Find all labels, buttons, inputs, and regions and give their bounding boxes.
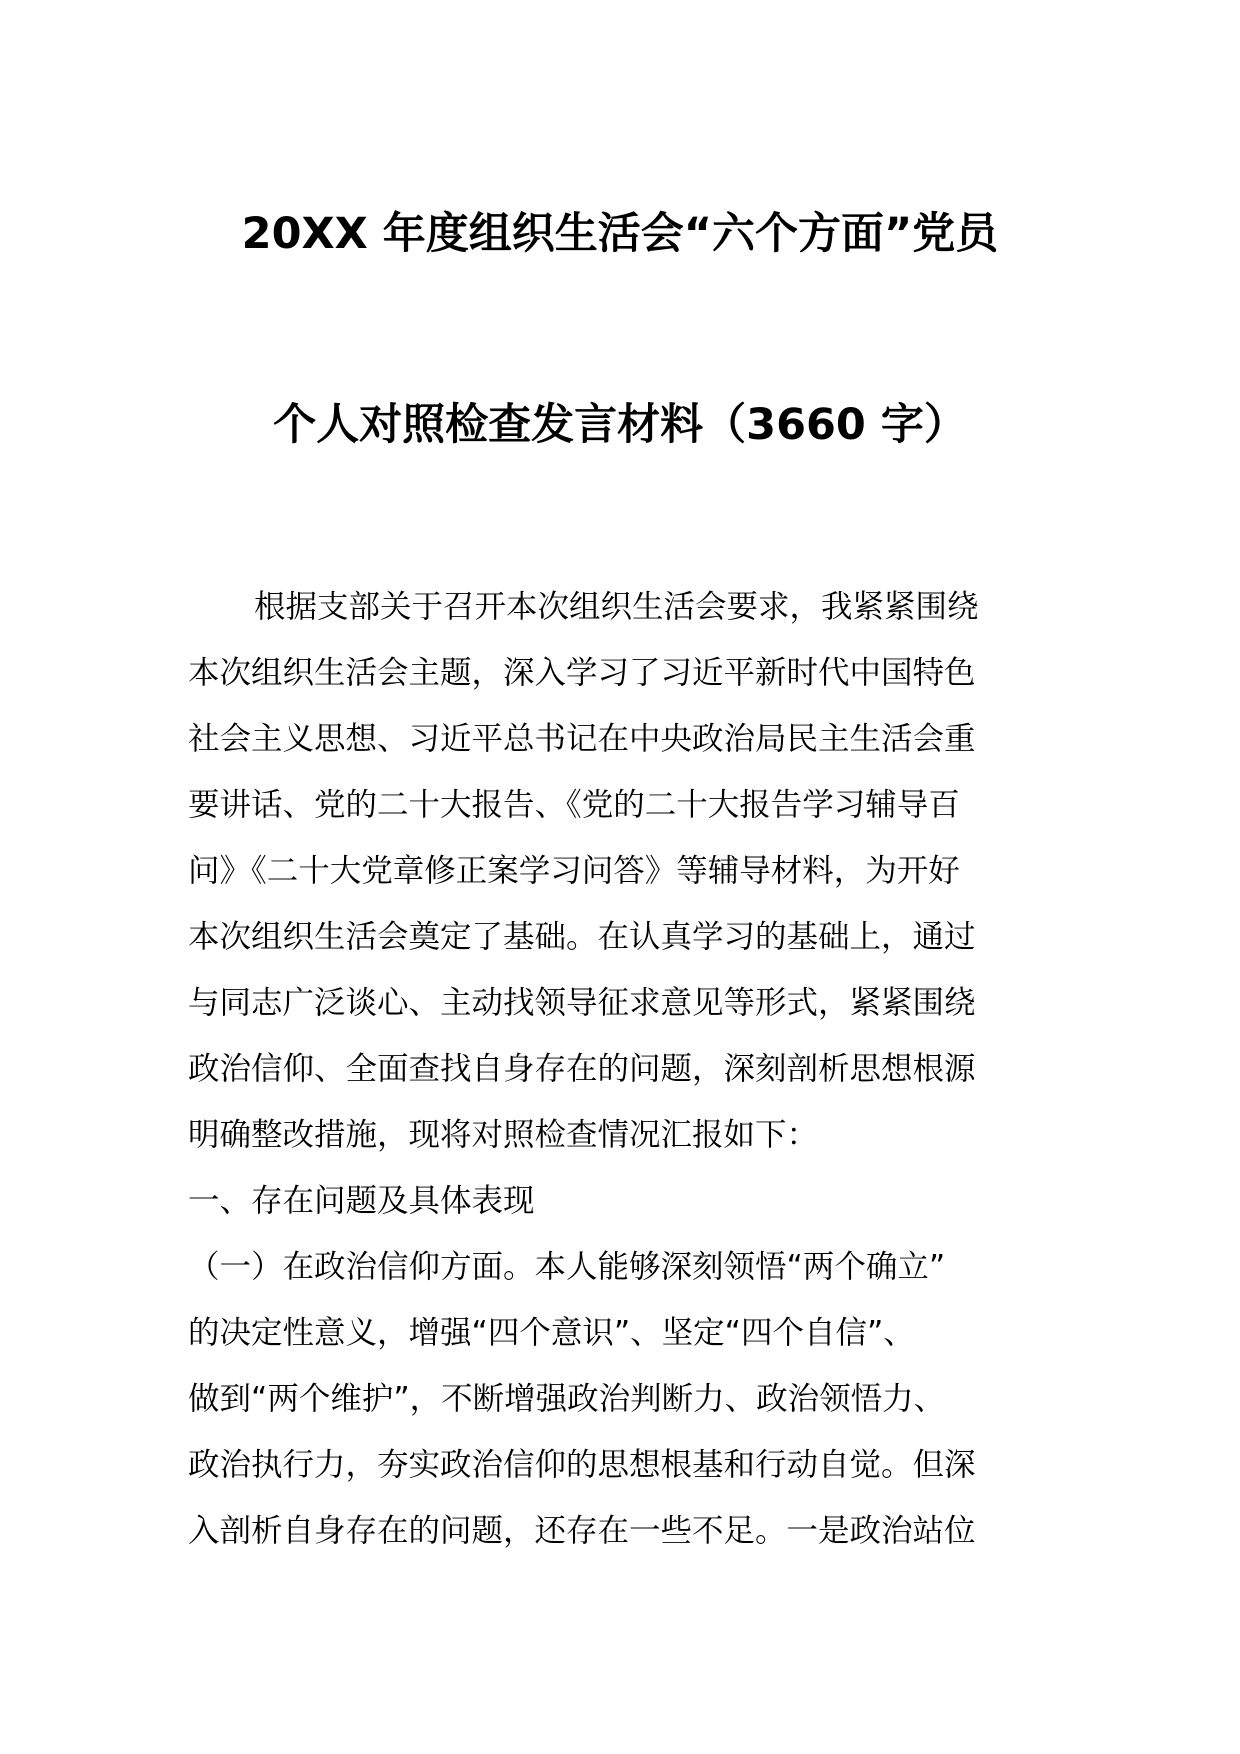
paragraph-line: 本次组织生活会主题，深入学习了习近平新时代中国特色 [188, 655, 976, 691]
title-line-2: 个人对照检查发言材料（3660 字） [273, 400, 967, 450]
paragraph-line: 的决定性意义，增强“四个意识”、坚定“四个自信”、 [188, 1315, 915, 1351]
paragraph-line: 政治信仰、全面查找自身存在的问题，深刻剖析思想根源 [188, 1051, 976, 1087]
paragraph-line: 问》《二十大党章修正案学习问答》等辅导材料，为开好 [188, 853, 960, 889]
paragraph-line: 根据支部关于召开本次组织生活会要求，我紧紧围绕 [254, 589, 979, 625]
paragraph-line: 本次组织生活会奠定了基础。在认真学习的基础上，通过 [188, 919, 976, 955]
body-text [188, 574, 1054, 1564]
paragraph-line: 明确整改措施，现将对照检查情况汇报如下： [188, 1117, 819, 1153]
paragraph-line: 要讲话、党的二十大报告、《党的二十大报告学习辅导百 [188, 787, 960, 823]
paragraph-line: 政治执行力，夯实政治信仰的思想根基和行动自觉。但深 [188, 1447, 976, 1483]
subsection-line: （一）在政治信仰方面。本人能够深刻领悟“两个确立” [188, 1249, 946, 1285]
paragraph-line: 与同志广泛谈心、主动找领导征求意见等形式，紧紧围绕 [188, 985, 976, 1021]
title-line-1: 20XX 年度组织生活会“六个方面”党员 [241, 209, 999, 259]
paragraph-line: 做到“两个维护”，不断增强政治判断力、政治领悟力、 [188, 1381, 946, 1417]
paragraph-line: 社会主义思想、习近平总书记在中央政治局民主生活会重 [188, 721, 976, 757]
section-heading: 一、存在问题及具体表现 [188, 1183, 535, 1219]
paragraph-line: 入剖析自身存在的问题，还存在一些不足。一是政治站位 [188, 1513, 976, 1549]
